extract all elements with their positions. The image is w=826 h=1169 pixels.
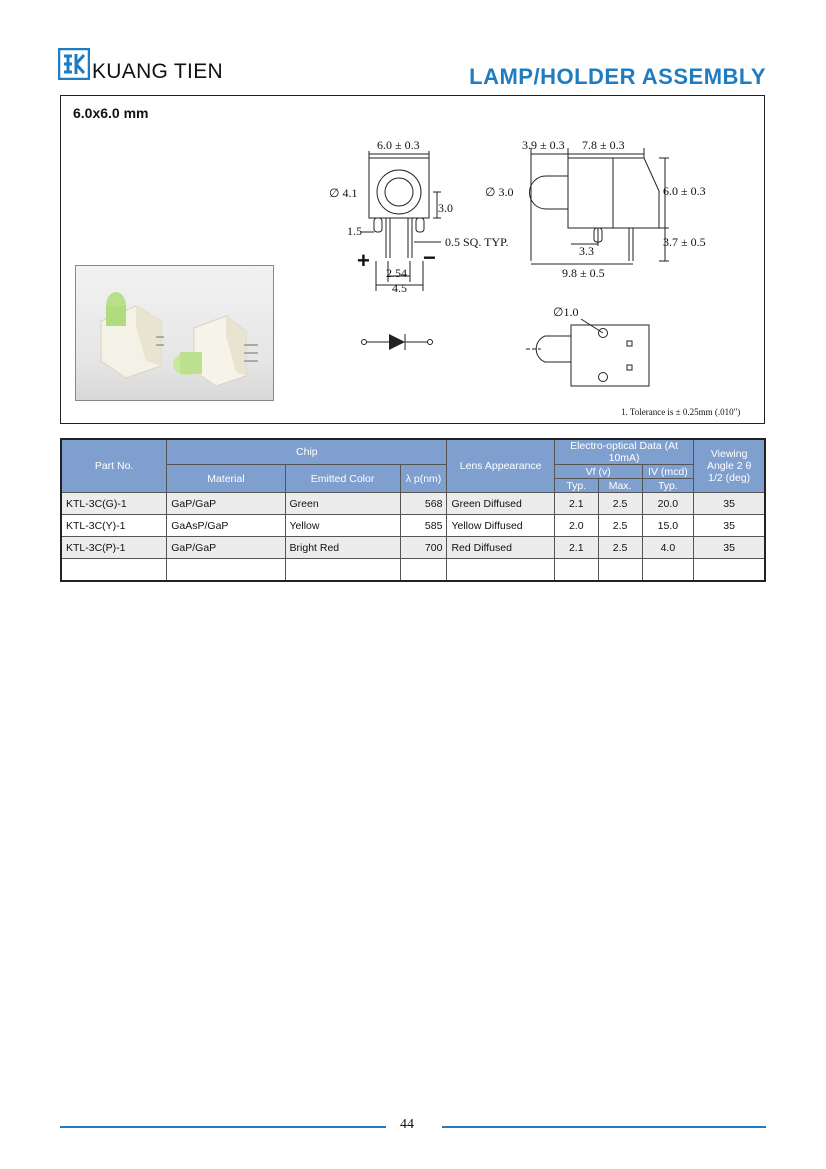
th-color: Emitted Color [285,465,400,493]
cell-lambda: 700 [400,537,447,559]
dim-lens-dia: ∅ 4.1 [329,186,358,200]
cell-lens: Yellow Diffused [447,515,554,537]
th-chip: Chip [167,439,447,465]
th-iv-typ: Typ. [642,479,694,493]
th-vf: Vf (v) [554,465,642,479]
cell-angle: 35 [694,515,765,537]
th-vf-max: Max. [598,479,642,493]
cell-color: Green [285,493,400,515]
cell-vf-max: 2.5 [598,493,642,515]
cell-vf-max: 2.5 [598,515,642,537]
dim-pitch: 2.54 [386,266,407,280]
dim-side-3-9: 3.9 ± 0.3 [522,138,565,152]
cell-material: GaP/GaP [167,537,285,559]
cell-color: Bright Red [285,537,400,559]
table-row [61,537,765,559]
table-row [61,493,765,515]
th-part-no: Part No. [61,439,167,493]
cell-part: KTL-3C(P)-1 [61,537,167,559]
page-number: 44 [400,1117,414,1132]
cell-lambda: 568 [400,493,447,515]
dim-width-4-5: 4.5 [392,281,407,295]
th-viewing: Viewing Angle 2 θ 1/2 (deg) [694,439,765,493]
dim-height-3: 3.0 [438,201,453,215]
spec-table [60,438,766,582]
dim-front-width: 6.0 ± 0.3 [377,138,420,152]
polarity-minus: − [423,245,436,270]
cell-material: GaAsP/GaP [167,515,285,537]
dim-side-3-3: 3.3 [579,244,594,258]
cell-iv: 4.0 [642,537,694,559]
dim-side-height: 6.0 ± 0.3 [663,184,706,198]
table-row [61,515,765,537]
figure-size-label: 6.0x6.0 mm [73,105,149,121]
dim-side-3-7: 3.7 ± 0.5 [663,235,706,249]
dim-pin-sq: 0.5 SQ. TYP. [445,235,509,249]
cell-iv: 20.0 [642,493,694,515]
cell-vf-typ: 2.0 [554,515,598,537]
th-iv: IV (mcd) [642,465,694,479]
cell-color: Yellow [285,515,400,537]
tolerance-note: 1. Tolerance is ± 0.25mm (.010") [621,407,741,417]
dim-pin-1-5: 1.5 [347,224,362,238]
footer-rule-right [442,1126,766,1128]
cell-lambda: 585 [400,515,447,537]
cell-angle: 35 [694,493,765,515]
cell-vf-max: 2.5 [598,537,642,559]
cell-iv: 15.0 [642,515,694,537]
cell-angle: 35 [694,537,765,559]
cell-vf-typ: 2.1 [554,537,598,559]
dim-side-7-8: 7.8 ± 0.3 [582,138,625,152]
table-row-empty [61,559,765,582]
th-lambda: λ p(nm) [400,465,447,493]
th-lens: Lens Appearance [447,439,554,493]
brand-logo-icon [58,48,90,85]
cell-vf-typ: 2.1 [554,493,598,515]
cell-lens: Red Diffused [447,537,554,559]
footer-rule-left [60,1126,386,1128]
cell-material: GaP/GaP [167,493,285,515]
page-title: LAMP/HOLDER ASSEMBLY [469,64,766,89]
dim-side-dia: ∅ 3.0 [485,185,514,199]
dim-side-9-8: 9.8 ± 0.5 [562,266,605,280]
cell-part: KTL-3C(Y)-1 [61,515,167,537]
cell-lens: Green Diffused [447,493,554,515]
dim-hole-dia: ∅1.0 [553,305,579,319]
th-eo: Electro-optical Data (At 10mA) [554,439,693,465]
cell-part: KTL-3C(G)-1 [61,493,167,515]
th-material: Material [167,465,285,493]
brand-name: KUANG TIEN [92,60,223,83]
figure-panel [60,95,765,424]
polarity-plus: + [357,248,370,273]
th-vf-typ: Typ. [554,479,598,493]
